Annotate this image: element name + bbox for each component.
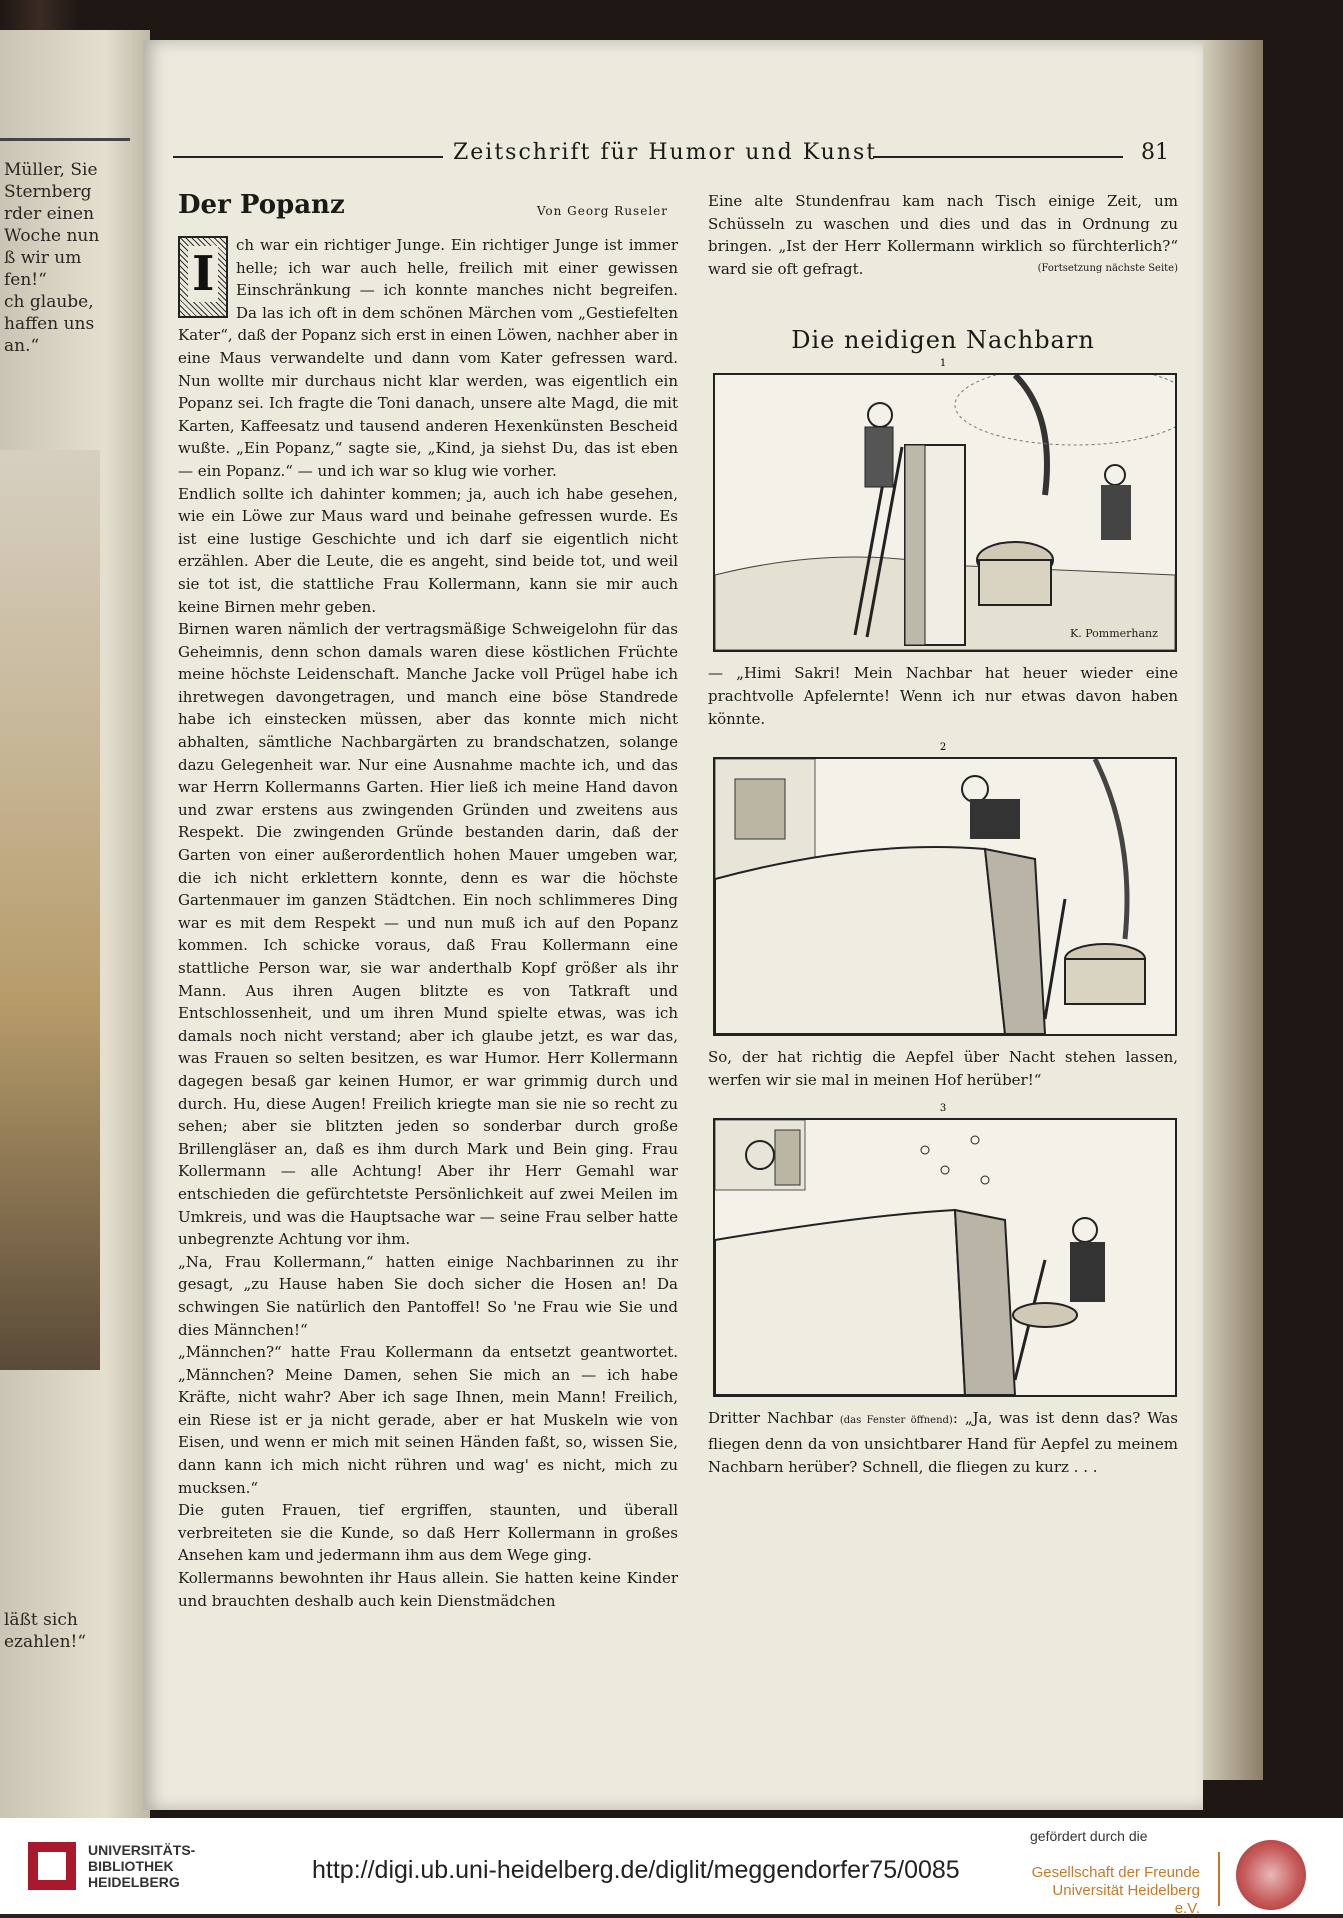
left-text-fragment: haffen uns: [4, 314, 95, 334]
article-title: Der Popanz: [178, 190, 345, 220]
header-ornament-left: [173, 156, 443, 158]
document-url-link[interactable]: http://digi.ub.uni-heidelberg.de/diglit/meggendorfer75/0085: [312, 1856, 960, 1884]
page-number: 81: [1141, 140, 1169, 165]
panel-3-caption: [708, 1407, 1178, 1478]
library-name: UNIVERSITÄTS- BIBLIOTHEK HEIDELBERG: [88, 1842, 196, 1890]
left-text-fragment: ß wir um: [4, 248, 82, 268]
comic-panel-2: [713, 757, 1177, 1036]
article-column: [178, 190, 678, 1612]
comic-panel-1: [713, 373, 1177, 652]
panel-3-note: (das Fenster öffnend): [839, 1415, 953, 1427]
left-text-fragment: Sternberg: [4, 182, 92, 202]
header-title: Zeitschrift für Humor und Kunst: [453, 140, 878, 165]
funded-by-label: gefördert durch die: [1030, 1828, 1148, 1844]
comic-title: Die neidigen Nachbarn: [791, 326, 1095, 355]
footer-divider: [1218, 1852, 1220, 1906]
left-text-fragment: Woche nun: [4, 226, 100, 246]
panel-3-caption-text: : „Ja, was ist denn das? Was fliegen denn da von unsichtbarer Hand für Aepfel zu meinem Nachbarn herüber? Schnell, die fliegen zu kurz . . .: [708, 1409, 1178, 1476]
left-illustration: [0, 450, 100, 1370]
dropcap: [178, 236, 228, 318]
header-ornament-right: [873, 156, 1123, 158]
viewer-footer: [0, 1818, 1343, 1917]
page-header: [173, 140, 1173, 172]
left-text-fragment: rder einen: [4, 204, 95, 224]
article-continuation: [708, 190, 1178, 280]
panel-number: 2: [939, 742, 947, 754]
left-header-ornament: [0, 118, 130, 141]
continuation-note: (Fortsetzung nächste Seite): [1037, 262, 1178, 274]
article-body: [178, 234, 678, 1612]
panel-3-speaker: Dritter Nachbar: [708, 1409, 833, 1428]
left-page: [0, 30, 150, 1818]
dropcap-letter: I: [188, 246, 218, 302]
panel-number: 3: [939, 1103, 947, 1115]
left-text-fragment: Müller, Sie: [4, 160, 98, 180]
panel-2-caption: So, der hat richtig die Aepfel über Nacht stehen lassen, werfen wir sie mal in meinen Hof herüber!“: [708, 1048, 1178, 1089]
article-body-text: ch war ein richtiger Junge. Ein richtiger Junge ist immer helle; ich war auch helle, freilich mit einer gewissen Einschränkung — ich konnte manches nicht begreifen. Da las ich oft in dem schönen Märchen vom „Gestiefelten Kater“, daß der Popanz sich erst in einen Löwen, nachher aber in eine Maus verwandelte und dann vom Kater gefressen ward. Nun wollte mir durchaus nicht klar werden, was eigentlich ein Popanz sei. Ich fragte die Toni danach, unsere alte Magd, die mit Karten, Kaffeesatz und tausend anderen Hexenkünsten Bescheid wußte. „Ein Popanz,“ sagte sie, „Kind, ja siehst Du, das ist eben — ein Popanz.“ — und ich war so klug wie vorher. Endlich sollte ich dahinter kommen; ja, auch ich habe gesehen, wie ein Löwe zur Maus ward und beinahe gefressen wurde. Es ist eine lustige Geschichte und ich darf sie eigentlich nicht erzählen. Aber die Leute, die es angeht, sind beide tot, und weil sie tot ist, die stattliche Frau Kollermann, kann sie mir auch keine Birnen mehr geben. Birnen waren nämlich der vertragsmäßige Schweigelohn für das Geheimnis, denn schon damals waren diese köstlichen Früchte meine höchste Leidenschaft. Manche Jacke voll Prügel habe ich ihretwegen davongetragen, und manch eine böse Standrede habe ich einstecken müssen, aber das konnte mich nicht abhalten, sämtliche Nachbargärten zu brandschatzen, solange dazu Gelegenheit war. Nur eine Ausnahme machte ich, und das war Herrn Kollermanns Garten. Hier ließ ich meine Hand davon und zwar erstens aus zwingenden Gründen und zweitens aus Respekt. Die zwingenden Gründe bestanden darin, daß der Garten von einer außerordentlich hohen Mauer umgeben war, die ich nicht erklettern konnte, denn es war die höchste Gartenmauer im ganzen Städtchen. Ein noch schlimmeres Ding war es mit dem Respekt — und nun muß ich auf den Popanz kommen. Ich schicke voraus, daß Frau Kollermann eine stattliche Person war, sie war anderthalb Kopf größer als ihr Mann. Aus ihren Augen blitzte es von Tatkraft und Entschlossenheit, und um ihren Mund spielte etwas, was ich damals noch nicht verstand; aber ich glaube jetzt, es war das, was Frauen so selten besitzen, es war Humor. Herr Kollermann dagegen besaß gar keinen Humor, er war grimmig durch und durch. Hu, diese Augen! Freilich kriegte man sie nie so recht zu sehen; aber sie blitzten jeden so sonderbar durch große Brillengläser an, daß es ihm durch Mark und Bein ging. Frau Kollermann — alle Achtung! Aber ihr Herr Gemahl war entschieden die gefürchtetste Persönlichkeit auf zwei Meilen im Umkreis, und was die Hauptsache war — seine Frau selber hatte unbegrenzte Achtung vor ihm. „Na, Frau Kollermann,“ hatten einige Nachbarinnen zu ihr gesagt, „zu Hause haben Sie doch sicher die Hosen an! Da schwingen Sie natürlich den Pantoffel! So 'ne Frau wie Sie und dies Männchen!“ „Männchen?“ hatte Frau Kollermann da entsetzt geantwortet. „Männchen? Meine Damen, sehen Sie mich an — ich habe Kräfte, nicht wahr? Aber ich sage Ihnen, mein Mann! Freilich, ein Riese ist er ja nicht gerade, aber er hat Muskeln wie von Eisen, und wenn er mich mit seinen Händen faßt, so, wissen Sie, dann kann ich mich nicht rühren und wag' es nicht, mich zu mucksen.“ Die guten Frauen, tief ergriffen, staunten, und überall verbreiteten sie die Kunde, so daß Herr Kollermann in großes Ansehen kam und jedermann ihm aus dem Wege ging. Kollermanns bewohnten ihr Haus allein. Sie hatten keine Kinder und brauchten deshalb auch kein Dienstmädchen: [178, 236, 678, 1610]
right-column: [708, 190, 1178, 1478]
page-edge: [1203, 40, 1263, 1780]
university-seal-icon: [1236, 1840, 1306, 1910]
left-text-fragment: fen!“: [4, 270, 47, 290]
left-text-fragment: ezahlen!“: [4, 1632, 87, 1652]
panel-3-drawing: [715, 1120, 1175, 1395]
comic-panel-3: [713, 1118, 1177, 1397]
panel-1-caption: — „Himi Sakri! Mein Nachbar hat heuer wieder eine prachtvolle Apfelernte! Wenn ich nur etwas davon haben könnte.: [708, 664, 1178, 728]
panel-number: 1: [939, 358, 947, 370]
library-logo-icon: [28, 1842, 76, 1890]
continuation-text: Eine alte Stundenfrau kam nach Tisch einige Zeit, um Schüsseln zu waschen und dies und das in Ordnung zu bringen. „Ist der Herr Kollermann wirklich so fürchterlich?“ ward sie oft gefragt.: [708, 192, 1178, 278]
left-text-fragment: ch glaube,: [4, 292, 94, 312]
article-author: Von Georg Ruseler: [536, 204, 668, 218]
left-text-fragment: läßt sich: [4, 1610, 78, 1630]
magazine-page: [143, 40, 1203, 1810]
panel-2-drawing: [715, 759, 1175, 1034]
society-name: Gesellschaft der Freunde Universität Heidelberg e.V.: [1031, 1864, 1200, 1917]
article-heading: [178, 190, 678, 220]
left-text-fragment: an.“: [4, 336, 40, 356]
panel-signature: K. Pommerhanz: [1070, 627, 1158, 641]
panel-1-drawing: [715, 375, 1175, 650]
